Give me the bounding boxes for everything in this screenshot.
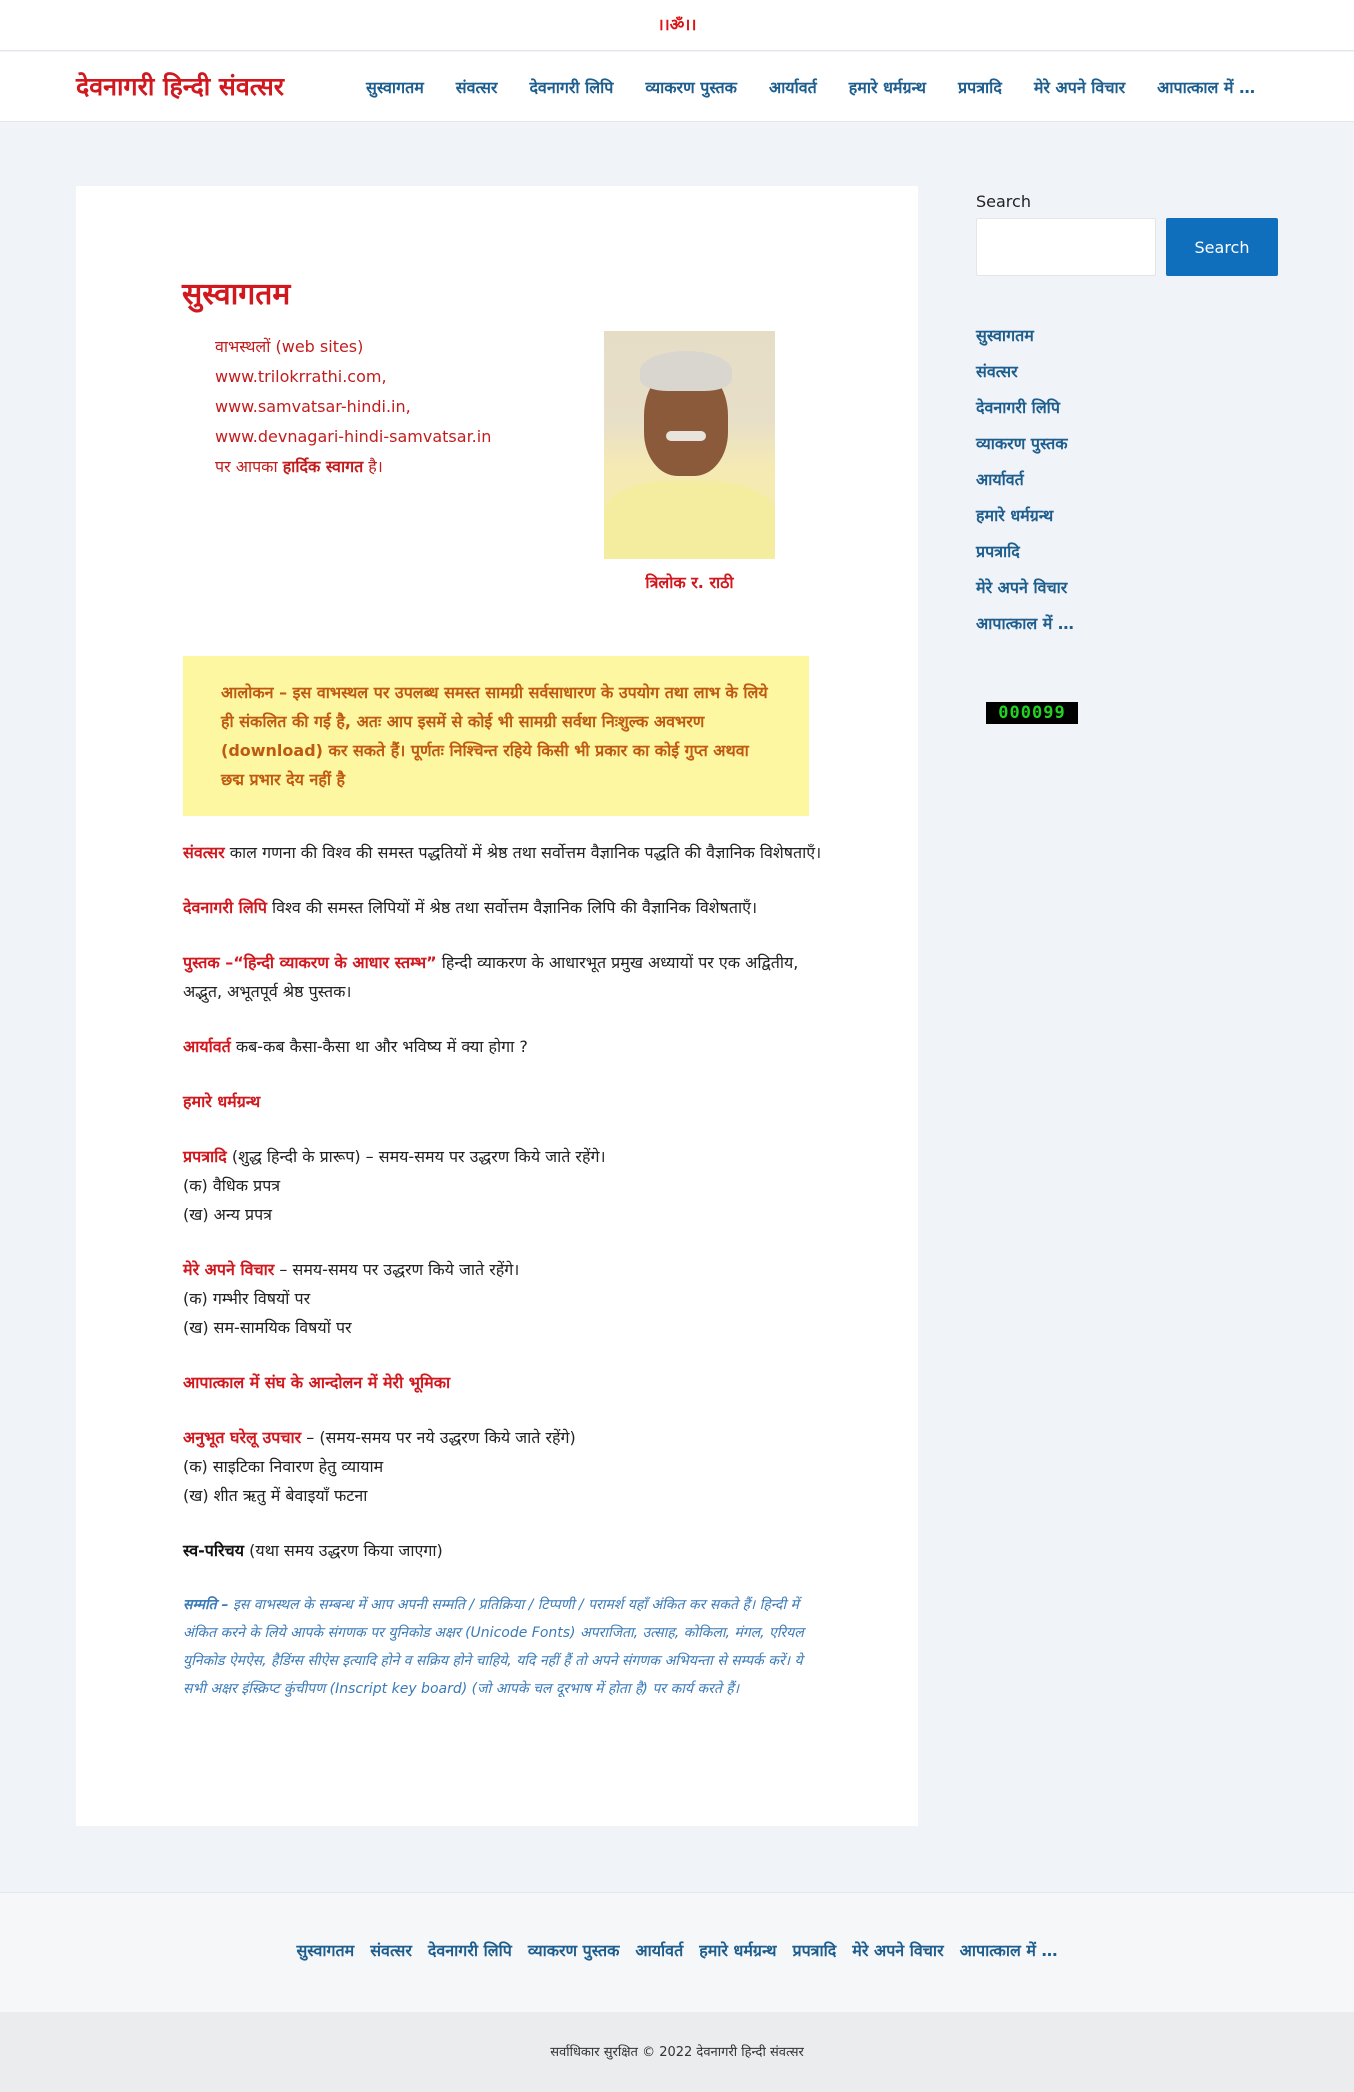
intro-text	[215, 332, 535, 482]
section-forms	[183, 1142, 823, 1229]
photo-hair	[640, 351, 732, 391]
sidebar-item-samvatsar[interactable]: संवत्सर	[976, 362, 1018, 381]
search-input[interactable]	[976, 218, 1156, 276]
link-emergency-role[interactable]: आपात्काल में संघ के आन्दोलन में मेरी भूमिका	[183, 1373, 451, 1392]
page-title: सुस्वागतम	[182, 277, 291, 312]
copyright-text: सर्वाधिकार सुरक्षित © 2022 देवनागरी हिन्दी संवत्सर	[550, 2045, 804, 2060]
section-lipi	[183, 893, 823, 922]
photo-caption: त्रिलोक र. राठी	[645, 573, 734, 592]
sidebar-item-welcome[interactable]: सुस्वागतम	[976, 326, 1034, 345]
footer-item-grammar-book[interactable]: व्याकरण पुस्तक	[527, 1941, 620, 1960]
footer	[0, 1892, 1354, 2012]
nav-item-emergency[interactable]: आपात्काल में …	[1157, 78, 1256, 97]
intro-welcome-bold: हार्दिक स्वागत	[282, 457, 364, 476]
footer-item-my-thoughts[interactable]: मेरे अपने विचार	[852, 1941, 944, 1960]
section-introduction	[183, 1536, 823, 1565]
search-label: Search	[976, 192, 1031, 211]
section-remedies	[183, 1423, 823, 1510]
intro-line-url-3: www.devnagari-hindi-samvatsar.in	[215, 427, 492, 446]
photo-mustache	[666, 431, 706, 441]
footer-item-devnagari-lipi[interactable]: देवनागरी लिपि	[427, 1941, 512, 1960]
footer-item-scriptures[interactable]: हमारे धर्मग्रन्थ	[699, 1941, 777, 1960]
footer-item-forms[interactable]: प्रपत्रादि	[792, 1941, 837, 1960]
sidebar-item-my-thoughts[interactable]: मेरे अपने विचार	[976, 578, 1068, 597]
author-photo	[604, 331, 775, 559]
sidebar-item-grammar-book[interactable]: व्याकरण पुस्तक	[976, 434, 1068, 453]
main-nav	[350, 52, 1271, 122]
link-my-thoughts[interactable]: मेरे अपने विचार	[183, 1260, 275, 1279]
section-book	[183, 948, 823, 1006]
body-text	[183, 838, 823, 1729]
nav-item-grammar-book[interactable]: व्याकरण पुस्तक	[645, 78, 737, 97]
site-title[interactable]: देवनागरी हिन्दी संवत्सर	[76, 72, 285, 101]
remedies-item-b: (ख) शीत ऋतु में बेवाइयाँ फटना	[183, 1486, 368, 1505]
nav-item-welcome[interactable]: सुस्वागतम	[366, 78, 424, 97]
nav-item-samvatsar[interactable]: संवत्सर	[455, 78, 498, 97]
sidebar-nav	[976, 322, 1074, 646]
intro-line-websites: वाभस्थलों (web sites)	[215, 337, 364, 356]
text-samvatsar: काल गणना की विश्व की समस्त पद्धतियों में श्रेष्ठ तथा सर्वोत्तम वैज्ञानिक पद्धति की वैज्ञानिक विशेषताएँ।	[224, 843, 822, 862]
forms-item-a: (क) वैधिक प्रपत्र	[183, 1176, 281, 1195]
self-intro-label: स्व-परिचय	[183, 1541, 244, 1560]
text-lipi: विश्व की समस्त लिपियों में श्रेष्ठ तथा सर्वोत्तम वैज्ञानिक लिपि की वैज्ञानिक विशेषताएँ।	[266, 898, 758, 917]
text-aryavart: कब-कब कैसा-कैसा था और भविष्य में क्या होगा ?	[230, 1037, 528, 1056]
link-scriptures[interactable]: हमारे धर्मग्रन्थ	[183, 1092, 261, 1111]
link-home-remedies[interactable]: अनुभूत घरेलू उपचार	[183, 1428, 302, 1447]
intro-welcome-pre: पर आपका	[215, 457, 283, 476]
content-card	[76, 186, 918, 1826]
intro-line-url-2: www.samvatsar-hindi.in,	[215, 397, 411, 416]
footer-item-aryavart[interactable]: आर्यावर्त	[635, 1941, 684, 1960]
remedies-item-a: (क) साइटिका निवारण हेतु व्यायाम	[183, 1457, 384, 1476]
nav-item-devnagari-lipi[interactable]: देवनागरी लिपि	[529, 78, 614, 97]
sidebar-item-devnagari-lipi[interactable]: देवनागरी लिपि	[976, 398, 1060, 417]
sidebar-item-emergency[interactable]: आपात्काल में …	[976, 614, 1074, 633]
section-opinion	[183, 1591, 823, 1703]
intro-line-url-1: www.trilokrrathi.com,	[215, 367, 387, 386]
sidebar-item-scriptures[interactable]: हमारे धर्मग्रन्थ	[976, 506, 1054, 525]
opinion-label[interactable]: सम्मति –	[183, 1597, 229, 1613]
intro-welcome-post: है।	[363, 457, 383, 476]
photo-shirt	[604, 481, 775, 559]
nav-item-aryavart[interactable]: आर्यावर्त	[768, 78, 817, 97]
nav-item-my-thoughts[interactable]: मेरे अपने विचार	[1033, 78, 1126, 97]
footer-item-samvatsar[interactable]: संवत्सर	[370, 1941, 412, 1960]
footer-item-welcome[interactable]: सुस्वागतम	[296, 1941, 355, 1960]
link-aryavart[interactable]: आर्यावर्त	[183, 1037, 231, 1056]
thoughts-item-a: (क) गम्भीर विषयों पर	[183, 1289, 311, 1308]
section-aryavart	[183, 1032, 823, 1061]
link-grammar-book[interactable]: पुस्तक –“हिन्दी व्याकरण के आधार स्तम्भ”	[183, 953, 437, 972]
text-forms: (शुद्ध हिन्दी के प्रारूप) – समय-समय पर उद्धरण किये जाते रहेंगे।	[226, 1147, 606, 1166]
text-self-intro: (यथा समय उद्धरण किया जाएगा)	[243, 1541, 443, 1560]
om-symbol: ।।ॐ।।	[657, 15, 697, 34]
section-emergency	[183, 1368, 823, 1397]
footer-nav	[0, 1939, 1354, 1961]
nav-item-forms[interactable]: प्रपत्रादि	[958, 78, 1002, 97]
forms-item-b: (ख) अन्य प्रपत्र	[183, 1205, 272, 1224]
text-opinion: इस वाभस्थल के सम्बन्ध में आप अपनी सम्मति / प्रतिक्रिया / टिप्पणी / परामर्श यहाँ अंकित कर सकते हैं। हिन्दी में अंकित करने के लिये आपके संगणक पर युनिकोड अक्षर (Unicode Fonts) अपराजिता, उत्साह, कोकिला, मंगल, एरियल युनिकोड ऐमऐस, हैडिंग्स सीऐस इत्यादि होने व सक्रिय होने चाहिये, यदि नहीं हैं तो अपने संगणक अभियन्ता से सम्पर्क करें। ये सभी अक्षर इंस्क्रिप्ट कुंचीपण (Inscript key board) (जो आपके चल दूरभाष में होता है) पर कार्य करते हैं।	[183, 1597, 804, 1697]
text-thoughts: – समय-समय पर उद्धरण किये जाते रहेंगे।	[274, 1260, 520, 1279]
thoughts-item-b: (ख) सम-सामयिक विषयों पर	[183, 1318, 352, 1337]
link-devnagari-lipi[interactable]: देवनागरी लिपि	[183, 898, 267, 917]
sidebar-item-aryavart[interactable]: आर्यावर्त	[976, 470, 1024, 489]
search-button[interactable]: Search	[1166, 218, 1278, 276]
site-header	[0, 52, 1354, 122]
text-book: हिन्दी व्याकरण के आधारभूत प्रमुख अध्यायों पर एक अद्वितीय, अद्भुत, अभूतपूर्व श्रेष्ठ पुस्तक।	[183, 953, 799, 1001]
sidebar-item-forms[interactable]: प्रपत्रादि	[976, 542, 1020, 561]
intro-line-welcome	[215, 452, 535, 482]
text-remedies: – (समय-समय पर नये उद्धरण किये जाते रहेंगे)	[301, 1428, 576, 1447]
top-banner	[0, 0, 1354, 51]
link-forms[interactable]: प्रपत्रादि	[183, 1147, 227, 1166]
visitor-counter: 000099	[986, 702, 1078, 724]
notice-box: आलोकन – इस वाभस्थल पर उपलब्ध समस्त सामग्री सर्वसाधारण के उपयोग तथा लाभ के लिये ही संकलित की गई है, अतः आप इसमें से कोई भी सामग्री सर्वथा निःशुल्क अवभरण (download) कर सकते हैं। पूर्णतः निश्चिन्त रहिये किसी भी प्रकार का कोई गुप्त अथवा छद्म प्रभार देय नहीं है	[183, 656, 809, 816]
nav-item-scriptures[interactable]: हमारे धर्मग्रन्थ	[848, 78, 927, 97]
link-samvatsar[interactable]: संवत्सर	[183, 843, 225, 862]
footer-item-emergency[interactable]: आपात्काल में …	[959, 1941, 1058, 1960]
section-samvatsar	[183, 838, 823, 867]
section-thoughts	[183, 1255, 823, 1342]
copyright-bar	[0, 2012, 1354, 2092]
section-scriptures	[183, 1087, 823, 1116]
